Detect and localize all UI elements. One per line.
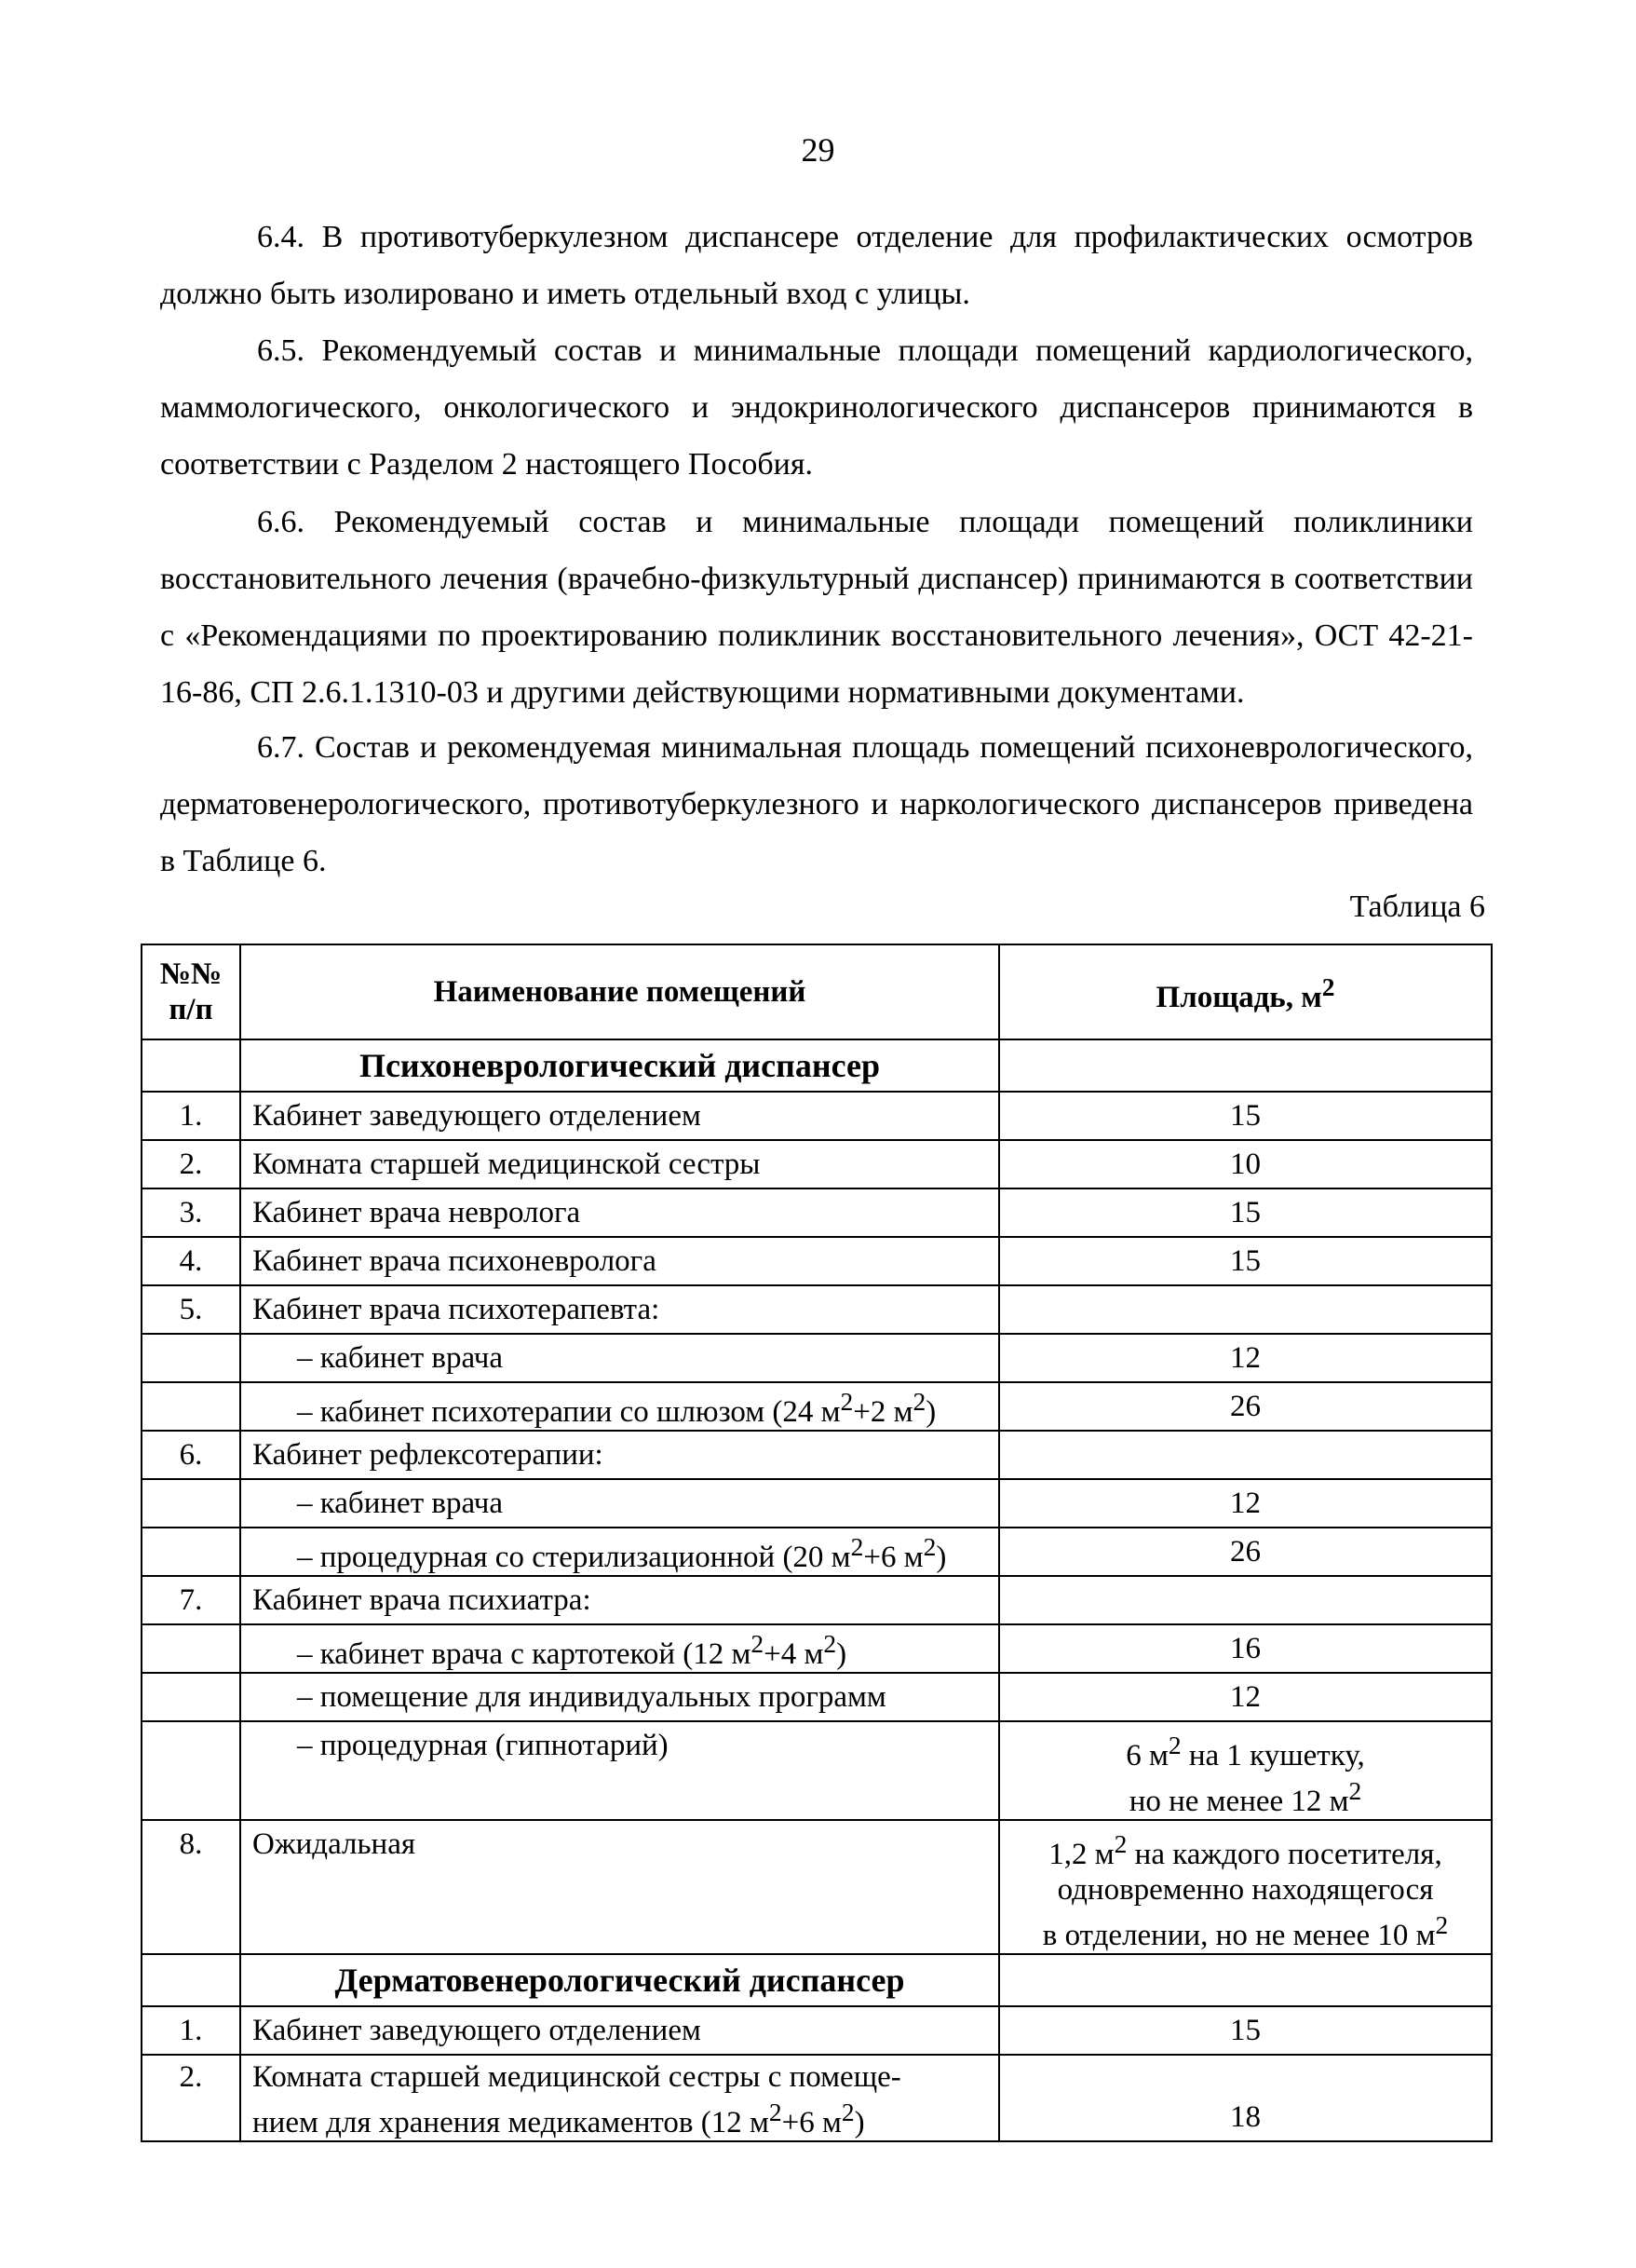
row-name: – кабинет врача с картотекой (12 $м^2+4$ $м^2$) bbox=[240, 1624, 999, 1673]
row-value: 12 bbox=[999, 1673, 1492, 1721]
row-name: – кабинет врача bbox=[240, 1334, 999, 1382]
row-value bbox=[999, 1431, 1492, 1479]
row-value: 12 bbox=[999, 1479, 1492, 1528]
page-number: 29 bbox=[801, 131, 835, 169]
row-num bbox=[142, 1624, 240, 1673]
row-name: Кабинет врача психиатра: bbox=[240, 1576, 999, 1624]
table-row bbox=[142, 1092, 1492, 1140]
row-name: – процедурная (гипнотарий) bbox=[240, 1721, 999, 1820]
row-num: 2. bbox=[142, 1140, 240, 1188]
section-title: Психоневрологический диспансер bbox=[240, 1039, 999, 1092]
row-num: 5. bbox=[142, 1285, 240, 1334]
row-name: – кабинет психотерапии со шлюзом (24 $м^2+2$ $м^2$) bbox=[240, 1382, 999, 1431]
table-row bbox=[142, 1140, 1492, 1188]
row-num: 2. bbox=[142, 2055, 240, 2141]
row-num: 6. bbox=[142, 1431, 240, 1479]
table-row bbox=[142, 1624, 1492, 1673]
row-num: 1. bbox=[142, 1092, 240, 1140]
row-num bbox=[142, 1721, 240, 1820]
row-num bbox=[142, 1528, 240, 1576]
table-caption: Таблица 6 bbox=[1349, 890, 1485, 924]
table-row bbox=[142, 1820, 1492, 1954]
row-num bbox=[142, 1479, 240, 1528]
table-row bbox=[142, 1479, 1492, 1528]
row-value bbox=[999, 1576, 1492, 1624]
row-value: 18 bbox=[999, 2055, 1492, 2141]
row-value: 15 bbox=[999, 1092, 1492, 1140]
row-name: Кабинет врача психоневролога bbox=[240, 1237, 999, 1285]
row-value: 10 bbox=[999, 1140, 1492, 1188]
table-row bbox=[142, 2055, 1492, 2141]
table-row bbox=[142, 1285, 1492, 1334]
paragraph-6-4: 6.4. В противотуберкулезном диспансере отделение для профилактических осмотров должно быть изолировано и иметь отдельный вход с улицы. bbox=[160, 220, 1473, 311]
row-name: Комната старшей медицинской сестры bbox=[240, 1140, 999, 1188]
row-value: 16 bbox=[999, 1624, 1492, 1673]
row-num bbox=[142, 1334, 240, 1382]
row-value: 26 bbox=[999, 1528, 1492, 1576]
paragraph-6-7: 6.7. Состав и рекомендуемая минимальная площадь помещений психоневрологического, дерматовенерологического, противотуберкулезного и наркологического диспансеров приведена в Таблице 6. bbox=[160, 730, 1473, 878]
table-6 bbox=[141, 944, 1493, 2142]
row-value: 26 bbox=[999, 1382, 1492, 1431]
section-row-dermatoveneric bbox=[142, 1954, 1492, 2006]
header-area: Площадь, $м^2$ bbox=[999, 944, 1492, 1039]
table-row bbox=[142, 1576, 1492, 1624]
row-value: 6 $м^2$ на 1 кушетку, но не менее 12 $м^2$ bbox=[999, 1721, 1492, 1820]
table-row bbox=[142, 2006, 1492, 2055]
header-name: Наименование помещений bbox=[240, 944, 999, 1039]
table-row bbox=[142, 1334, 1492, 1382]
table-row bbox=[142, 1188, 1492, 1237]
row-num bbox=[142, 1382, 240, 1431]
paragraph-6-5: 6.5. Рекомендуемый состав и минимальные площади помещений кардиологического, маммологического, онкологического и эндокринологического диспансеров принимаются в соответствии с Разделом 2 настоящего Пособия. bbox=[160, 333, 1473, 482]
row-value: 15 bbox=[999, 2006, 1492, 2055]
paragraph-6-6: 6.6. Рекомендуемый состав и минимальные площади помещений поликлиники восстановительного лечения (врачебно-физкультурный диспансер) принимаются в соответствии с «Рекомендациями по проектированию поликлиник восстановительного лечения», ОСТ 42-21-16-86, СП 2.6.1.1310-03 и другими действующими нормативными документами. bbox=[160, 505, 1473, 710]
row-value: 15 bbox=[999, 1237, 1492, 1285]
row-name: Кабинет врача невролога bbox=[240, 1188, 999, 1237]
row-num: 4. bbox=[142, 1237, 240, 1285]
table-row bbox=[142, 1721, 1492, 1820]
row-name: – процедурная со стерилизационной (20 $м^2+6$ $м^2$) bbox=[240, 1528, 999, 1576]
section-row-psychoneuro bbox=[142, 1039, 1492, 1092]
section-title: Дерматовенерологический диспансер bbox=[240, 1954, 999, 2006]
row-name: Кабинет заведующего отделением bbox=[240, 1092, 999, 1140]
row-num: 1. bbox=[142, 2006, 240, 2055]
header-num: №№ п/п bbox=[142, 944, 240, 1039]
row-name: Кабинет заведующего отделением bbox=[240, 2006, 999, 2055]
table-row bbox=[142, 1431, 1492, 1479]
row-name: Кабинет рефлексотерапии: bbox=[240, 1431, 999, 1479]
row-name: – кабинет врача bbox=[240, 1479, 999, 1528]
row-name: Кабинет врача психотерапевта: bbox=[240, 1285, 999, 1334]
row-name: Ожидальная bbox=[240, 1820, 999, 1954]
row-value: 15 bbox=[999, 1188, 1492, 1237]
row-name: – помещение для индивидуальных программ bbox=[240, 1673, 999, 1721]
row-name: Комната старшей медицинской сестры с помеще- нием для хранения медикаментов (12 $м^2+6$ $м^2$) bbox=[240, 2055, 999, 2141]
row-value bbox=[999, 1285, 1492, 1334]
row-num bbox=[142, 1673, 240, 1721]
table-row bbox=[142, 1237, 1492, 1285]
table-row bbox=[142, 1382, 1492, 1431]
row-value: 1,2 $м^2$ на каждого посетителя, одновременно находящегося в отделении, но не менее 10 $м^2$ bbox=[999, 1820, 1492, 1954]
table-row bbox=[142, 1673, 1492, 1721]
row-num: 8. bbox=[142, 1820, 240, 1954]
table-header-row bbox=[142, 944, 1492, 1039]
table-row bbox=[142, 1528, 1492, 1576]
row-num: 7. bbox=[142, 1576, 240, 1624]
row-value: 12 bbox=[999, 1334, 1492, 1382]
row-num: 3. bbox=[142, 1188, 240, 1237]
